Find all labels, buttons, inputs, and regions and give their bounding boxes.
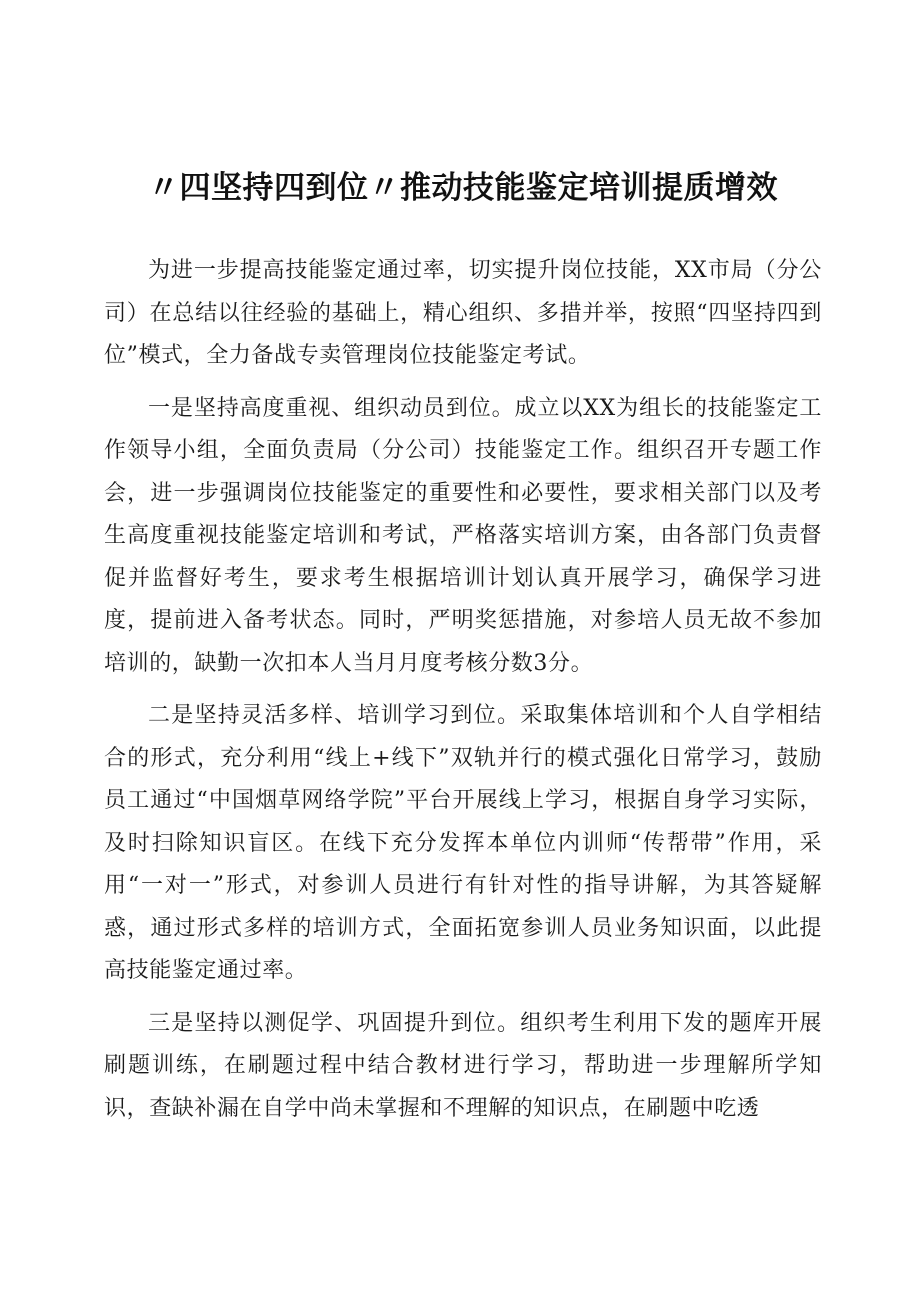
document-title: 〃四坚持四到位〃推动技能鉴定培训提质增效 [148, 170, 778, 206]
paragraph-intro: 为进一步提高技能鉴定通过率，切实提升岗位技能，XX市局（分公司）在总结以往经验的基础上，精心组织、多措并举，按照“四坚持四到位”模式，全力备战专卖管理岗位技能鉴定考试。 [104, 258, 822, 368]
paragraph-point-three: 三是坚持以测促学、巩固提升到位。组织考生利用下发的题库开展刷题训练，在刷题过程中结合教材进行学习，帮助进一步理解所学知识，查缺补漏在自学中尚未掌握和不理解的知识点，在刷题中吃透 [104, 1010, 822, 1121]
paragraph-point-two: 二是坚持灵活多样、培训学习到位。采取集体培训和个人自学相结合的形式，充分利用“线上+线下”双轨并行的模式强化日常学习，鼓励员工通过“中国烟草网络学院”平台开展线上学习，根据自身学习实际，及时扫除知识盲区。在线下充分发挥本单位内训师“传帮带”作用，采用“一对一”形式，对参训人员进行有针对性的指导讲解，为其答疑解惑，通过形式多样的培训方式，全面拓宽参训人员业务知识面，以此提高技能鉴定通过率。 [104, 703, 822, 983]
document-body [104, 250, 822, 1130]
paragraph-point-one: 一是坚持高度重视、组织动员到位。成立以XX为组长的技能鉴定工作领导小组，全面负责局（分公司）技能鉴定工作。组织召开专题工作会，进一步强调岗位技能鉴定的重要性和必要性，要求相关部门以及考生高度重视技能鉴定培训和考试，严格落实培训方案，由各部门负责督促并监督好考生，要求考生根据培训计划认真开展学习，确保学习进度，提前进入备考状态。同时，严明奖惩措施，对参培人员无故不参加培训的，缺勤一次扣本人当月月度考核分数3分。 [104, 395, 822, 676]
